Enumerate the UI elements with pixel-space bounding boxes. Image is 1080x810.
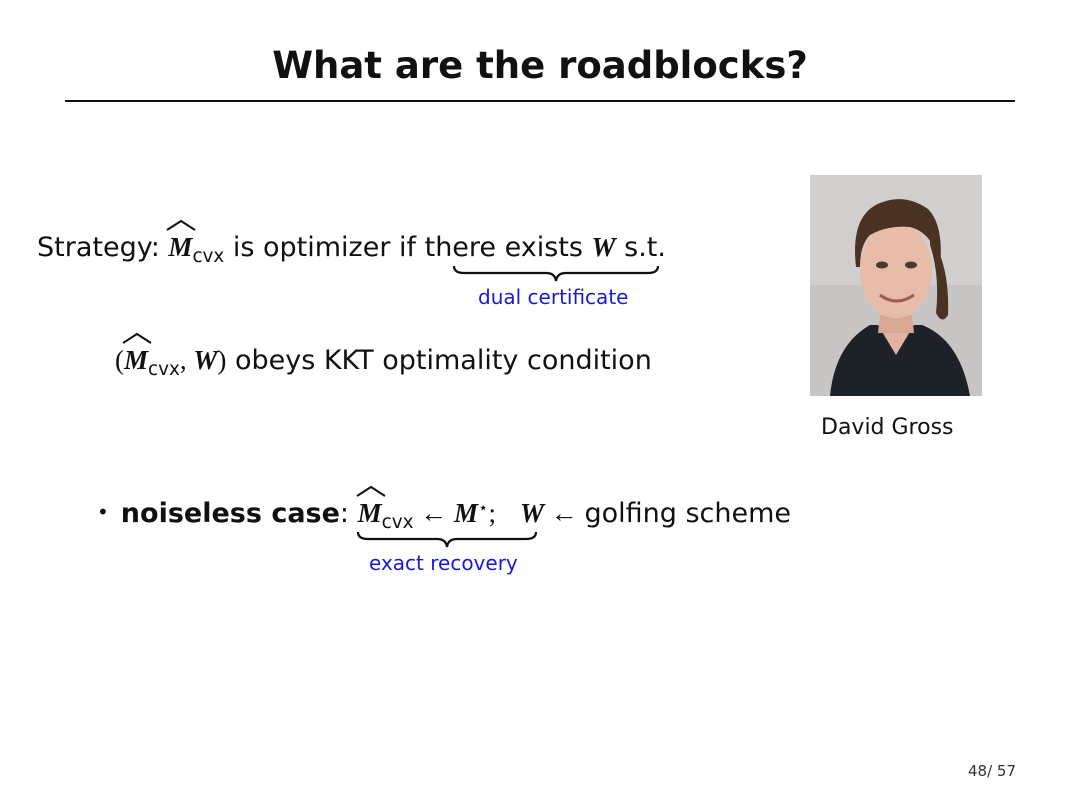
strategy-underbraced-text: there exists	[424, 232, 592, 263]
dual-certificate-label: dual certificate	[478, 285, 629, 309]
bullet-label: noiseless case	[120, 498, 340, 529]
w-symbol: W	[591, 232, 616, 262]
strategy-lead: Strategy:	[37, 232, 160, 263]
photo-caption: David Gross	[821, 415, 954, 440]
bullet-colon: :	[339, 498, 358, 529]
m-cvx-symbol: M	[358, 498, 382, 529]
kkt-comma: ,	[179, 345, 194, 375]
strategy-line	[37, 232, 666, 267]
star-superscript: ⋆	[477, 496, 489, 517]
strategy-middle: is optimizer if	[224, 232, 425, 263]
slide-title: What are the roadblocks?	[272, 44, 808, 87]
kkt-close-paren: )	[217, 345, 227, 375]
w-symbol: W	[519, 498, 544, 528]
m-star-symbol: M	[453, 498, 478, 528]
person-portrait-icon	[810, 175, 982, 396]
bullet-item	[97, 496, 792, 533]
m-cvx-symbol: M	[124, 345, 148, 376]
strategy-tail: s.t.	[615, 232, 666, 263]
m-cvx-subscript: cvx	[381, 511, 414, 533]
m-cvx-symbol: M	[168, 232, 192, 263]
kkt-text: obeys KKT optimality condition	[226, 345, 652, 376]
left-arrow: ←	[543, 498, 585, 528]
bullet-marker: •	[97, 500, 109, 524]
w-symbol: W	[193, 345, 218, 375]
underbrace-icon	[452, 264, 660, 284]
m-cvx-subscript: cvx	[148, 358, 180, 380]
exact-recovery-label: exact recovery	[369, 551, 518, 575]
page-number: 48/ 57	[968, 762, 1016, 780]
hat-accent-icon	[122, 332, 152, 344]
hat-accent-icon	[356, 485, 386, 497]
semicolon: ;	[488, 498, 496, 528]
title-rule	[65, 100, 1015, 102]
underbrace-icon	[356, 530, 538, 550]
portrait-photo	[810, 175, 982, 396]
left-arrow: ←	[413, 498, 454, 528]
kkt-line	[115, 345, 652, 380]
golfing-scheme-text: golfing scheme	[584, 498, 792, 529]
kkt-open-paren: (	[115, 345, 124, 375]
m-cvx-subscript: cvx	[192, 245, 225, 267]
hat-accent-icon	[166, 219, 196, 231]
